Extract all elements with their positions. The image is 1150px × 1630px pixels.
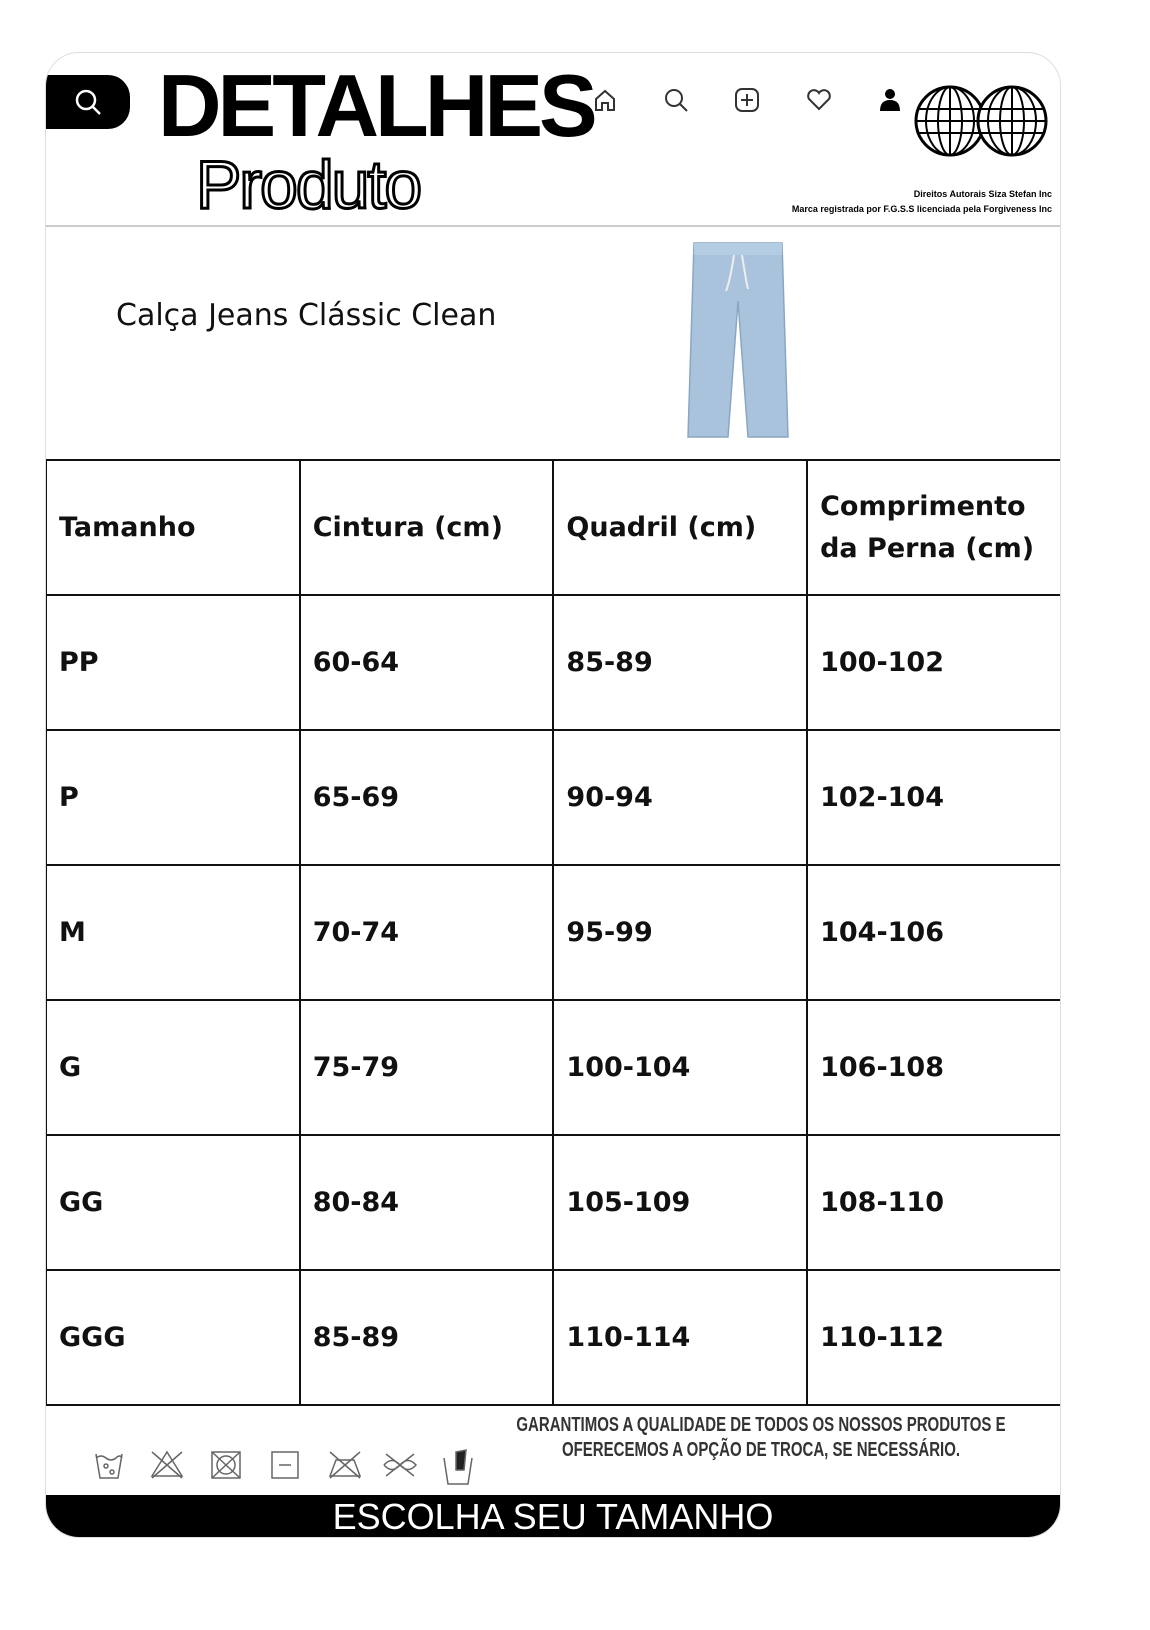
trademark-line: Marca registrada por F.G.S.S licenciada pela Forgiveness Inc — [791, 204, 1052, 214]
size-table — [45, 459, 1061, 1406]
cell: 95-99 — [553, 865, 807, 1000]
no-tumble-dry-icon — [212, 1452, 240, 1478]
cell: 102-104 — [807, 730, 1061, 865]
add-icon[interactable] — [732, 85, 762, 115]
table-row — [46, 595, 1061, 730]
guarantee-line: OFERECEMOS A OPÇÃO DE TROCA, SE NECESSÁRIO. — [561, 1439, 961, 1461]
heart-icon[interactable] — [804, 85, 834, 115]
cell: P — [46, 730, 300, 865]
table-row — [46, 730, 1061, 865]
search-icon[interactable] — [661, 85, 691, 115]
table-row — [46, 1270, 1061, 1405]
cell: PP — [46, 595, 300, 730]
header-cell: Tamanho — [46, 460, 300, 595]
home-icon[interactable] — [590, 85, 620, 115]
header-cell: Comprimento da Perna (cm) — [807, 460, 1061, 595]
copyright-line: Direitos Autorais Siza Stefan Inc — [913, 189, 1052, 199]
cell: 75-79 — [300, 1000, 554, 1135]
search-button[interactable] — [46, 75, 130, 129]
cell: 110-112 — [807, 1270, 1061, 1405]
table-row — [46, 1135, 1061, 1270]
table-header-row — [46, 460, 1061, 595]
no-dry-clean-icon — [330, 1452, 360, 1478]
choose-size-button[interactable]: ESCOLHA SEU TAMANHO — [46, 1495, 1060, 1537]
cell: GG — [46, 1135, 300, 1270]
product-card — [45, 52, 1061, 1538]
no-wring-icon — [384, 1454, 416, 1476]
no-bleach-icon — [152, 1452, 182, 1478]
cell: 100-104 — [553, 1000, 807, 1135]
page-subtitle: Produto — [196, 147, 421, 223]
cell: M — [46, 865, 300, 1000]
cell: 60-64 — [300, 595, 554, 730]
hand-wash-icon — [444, 1450, 472, 1484]
cell: 70-74 — [300, 865, 554, 1000]
user-icon[interactable] — [875, 85, 905, 115]
product-name: Calça Jeans Clássic Clean — [116, 298, 497, 333]
copyright — [792, 187, 1052, 217]
care-icons — [92, 1448, 482, 1488]
cell: 110-114 — [553, 1270, 807, 1405]
header-cell: Cintura (cm) — [300, 460, 554, 595]
divider — [46, 225, 1060, 227]
cell: 90-94 — [553, 730, 807, 865]
cell: 100-102 — [807, 595, 1061, 730]
cell: 65-69 — [300, 730, 554, 865]
dry-flat-icon — [272, 1452, 298, 1478]
cell: 108-110 — [807, 1135, 1061, 1270]
search-icon — [73, 87, 103, 117]
cell: GGG — [46, 1270, 300, 1405]
cell: G — [46, 1000, 300, 1135]
jeans-image — [686, 241, 791, 441]
globe-logo-icon — [914, 83, 1048, 159]
header-cell: Quadril (cm) — [553, 460, 807, 595]
cell: 104-106 — [807, 865, 1061, 1000]
guarantee-line: GARANTIMOS A QUALIDADE DE TODOS OS NOSSOS PRODUTOS E — [516, 1414, 1006, 1436]
page-title: DETALHES — [158, 56, 594, 155]
guarantee-text — [506, 1413, 1016, 1463]
cell: 80-84 — [300, 1135, 554, 1270]
cell: 85-89 — [553, 595, 807, 730]
cell: 85-89 — [300, 1270, 554, 1405]
table-row — [46, 1000, 1061, 1135]
cell: 106-108 — [807, 1000, 1061, 1135]
wash-30-icon — [96, 1454, 122, 1478]
table-row — [46, 865, 1061, 1000]
cell: 105-109 — [553, 1135, 807, 1270]
